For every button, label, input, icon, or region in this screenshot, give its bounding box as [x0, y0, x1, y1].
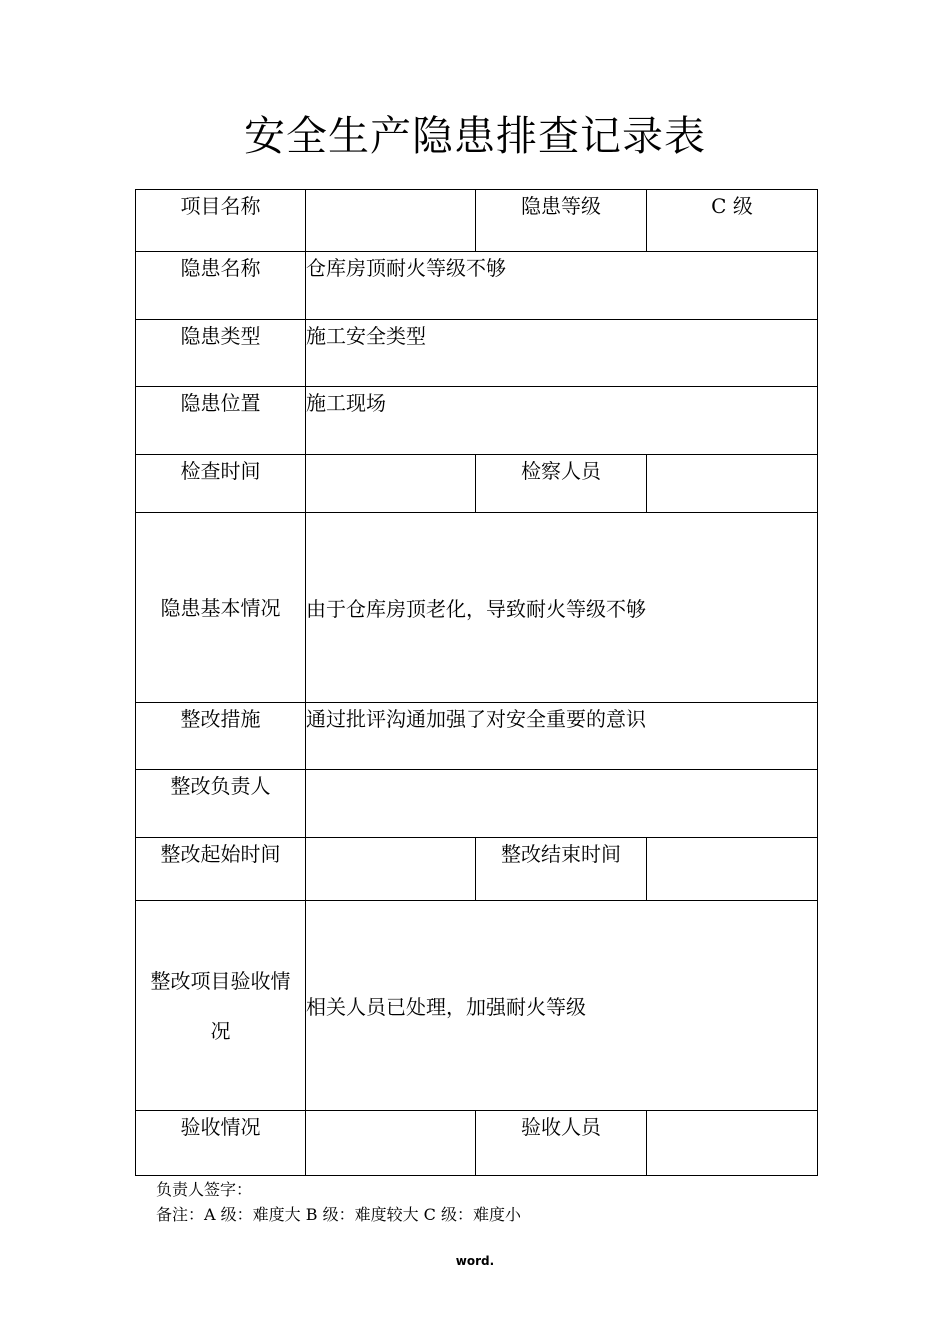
rectification-owner-label: 整改负责人: [136, 770, 306, 838]
rectification-end-label: 整改结束时间: [476, 838, 647, 901]
table-row: [136, 838, 818, 901]
project-name-label: 项目名称: [136, 190, 306, 252]
level-note: 备注：A 级：难度大 B 级：难度较大 C 级：难度小: [156, 1205, 521, 1224]
table-row: [136, 320, 818, 387]
acceptance-label: 验收情况: [136, 1111, 306, 1176]
inspector-label: 检察人员: [476, 455, 647, 513]
acceptance-situation-value: 相关人员已处理，加强耐火等级: [306, 901, 818, 1111]
table-row: [136, 190, 818, 252]
hazard-situation-value: 由于仓库房顶老化，导致耐火等级不够: [306, 513, 818, 703]
rectification-start-label: 整改起始时间: [136, 838, 306, 901]
table-row: [136, 901, 818, 1111]
signature-line: 负责人签字：: [156, 1180, 253, 1199]
rectification-owner-value: [306, 770, 818, 838]
table-row: [136, 387, 818, 455]
table-row: [136, 455, 818, 513]
inspection-time-label: 检查时间: [136, 455, 306, 513]
table-row: [136, 1111, 818, 1176]
rectification-end-value: [647, 838, 818, 901]
table-row: [136, 703, 818, 770]
acceptance-staff-label: 验收人员: [476, 1111, 647, 1176]
page-title: 安全生产隐患排查记录表: [244, 112, 706, 160]
hazard-situation-label: 隐患基本情况: [136, 513, 306, 703]
acceptance-value: [306, 1111, 476, 1176]
hazard-location-label: 隐患位置: [136, 387, 306, 455]
hazard-type-label: 隐患类型: [136, 320, 306, 387]
inspection-time-value: [306, 455, 476, 513]
inspector-value: [647, 455, 818, 513]
rectification-measures-label: 整改措施: [136, 703, 306, 770]
table-row: [136, 252, 818, 320]
table-row: [136, 770, 818, 838]
project-name-value: [306, 190, 476, 252]
acceptance-situation-label: 整改项目验收情况: [136, 901, 306, 1111]
rectification-measures-value: 通过批评沟通加强了对安全重要的意识: [306, 703, 818, 770]
table-row: [136, 513, 818, 703]
hazard-record-table: [135, 189, 818, 1176]
hazard-name-value: 仓库房顶耐火等级不够: [306, 252, 818, 320]
acceptance-staff-value: [647, 1111, 818, 1176]
rectification-start-value: [306, 838, 476, 901]
hazard-location-value: 施工现场: [306, 387, 818, 455]
hazard-name-label: 隐患名称: [136, 252, 306, 320]
hazard-level-label: 隐患等级: [476, 190, 647, 252]
word-watermark: word.: [455, 1254, 495, 1268]
hazard-level-value: C 级: [647, 190, 818, 252]
hazard-type-value: 施工安全类型: [306, 320, 818, 387]
